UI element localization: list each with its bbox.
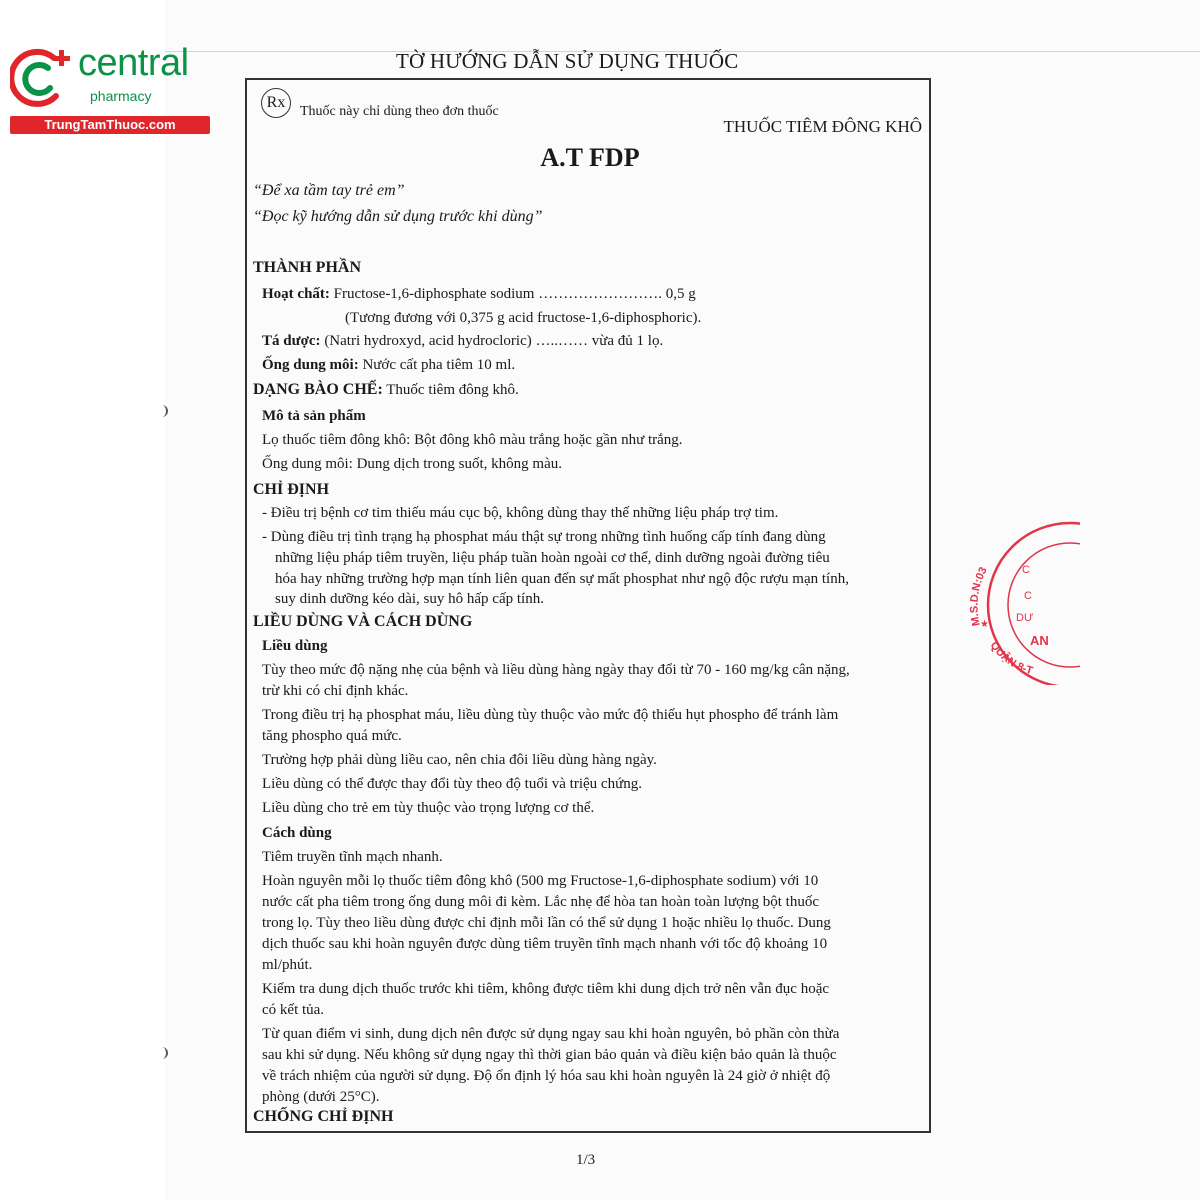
logo-website[interactable]: TrungTamThuoc.com	[10, 116, 210, 134]
excipient-label: Tá dược:	[262, 333, 321, 349]
dose-paragraph-3: Trường hợp phải dùng liều cao, nên chia đôi liều dùng hàng ngày.	[262, 752, 657, 768]
logo-subtitle: pharmacy	[90, 88, 152, 104]
dose-paragraph-2: Trong điều trị hạ phosphat máu, liều dùng tùy thuộc vào mức độ thiếu hụt phospho để tránh làm	[262, 707, 839, 723]
administration-paragraph-2: trong lọ. Tùy theo liều dùng được chỉ định mỗi lần có thể sử dụng 1 hoặc nhiều lọ thuốc. Dung	[262, 915, 831, 931]
stamp-bottom-text: QUẬN 8-T	[987, 639, 1035, 678]
dose-paragraph-2: tăng phospho quá mức.	[262, 728, 402, 744]
dose-paragraph-5: Liều dùng cho trẻ em tùy thuộc vào trọng lượng cơ thể.	[262, 800, 595, 816]
administration-paragraph-4: về trách nhiệm của người sử dụng. Độ ổn định lý hóa sau khi hoàn nguyên là 24 giờ ở nhiệt độ	[262, 1068, 831, 1084]
administration-subheading: Cách dùng	[262, 825, 332, 841]
administration-paragraph-3: có kết tủa.	[262, 1002, 325, 1018]
stamp-star-icon: ★	[980, 619, 989, 630]
solvent-label: Ống dung môi:	[262, 357, 359, 373]
document-title: TỜ HƯỚNG DẪN SỬ DỤNG THUỐC	[396, 49, 739, 73]
stamp-inner-text: C	[1024, 590, 1032, 602]
dose-paragraph-1: trừ khi có chỉ định khác.	[262, 683, 409, 699]
excipient	[262, 333, 663, 350]
active-ingredient	[262, 286, 696, 303]
product-description-heading: Mô tả sản phẩm	[262, 408, 366, 424]
administration-paragraph-2: Hoàn nguyên mỗi lọ thuốc tiêm đông khô (500 mg Fructose-1,6-diphosphate sodium) với 10	[262, 873, 819, 889]
rx-note: Thuốc này chỉ dùng theo đơn thuốc	[300, 104, 499, 119]
solvent	[262, 357, 515, 374]
stamp-inner-text: DƯ	[1016, 612, 1034, 624]
active-label: Hoạt chất:	[262, 286, 330, 302]
excipient-text: (Natri hydroxyd, acid hydrocloric) …..…… vừa đủ 1 lọ.	[324, 333, 664, 349]
warning-children: “Để xa tầm tay trẻ em”	[253, 182, 405, 199]
drug-name: A.T FDP	[540, 143, 640, 172]
administration-paragraph-2: dịch thuốc sau khi hoàn nguyên được dùng tiêm truyền tĩnh mạch nhanh với tốc độ khoảng 10	[262, 936, 828, 952]
stamp-rim-text: M.S.D.N:03	[968, 565, 990, 627]
active-text: Fructose-1,6-diphosphate sodium ……………………. 0,5 g	[333, 286, 696, 302]
rx-icon: Rx	[261, 88, 291, 118]
indication-item-2-line: - Dùng điều trị tình trạng hạ phosphat máu thật sự trong những tình huống cấp tính đang dùng	[262, 529, 826, 545]
dosage-form-heading: DẠNG BÀO CHẾ:	[253, 381, 383, 398]
indication-item-2-line: suy dinh dưỡng kéo dài, suy hô hấp cấp tính.	[275, 591, 544, 607]
contraindications-heading: CHỐNG CHỈ ĐỊNH	[253, 1108, 394, 1125]
solvent-text: Nước cất pha tiêm 10 ml.	[362, 357, 516, 373]
description-solvent: Ống dung môi: Dung dịch trong suốt, không màu.	[262, 456, 562, 472]
indications-heading: CHỈ ĐỊNH	[253, 481, 330, 498]
dose-paragraph-1: Tùy theo mức độ nặng nhẹ của bệnh và liều dùng hàng ngày thay đổi từ 70 - 160 mg/kg cân nặng,	[262, 662, 850, 678]
dosage-form-label: THUỐC TIÊM ĐÔNG KHÔ	[723, 117, 922, 136]
logo-brand: central	[78, 42, 189, 84]
administration-paragraph-4: sau khi sử dụng. Nếu không sử dụng ngay thì thời gian bảo quản và điều kiện bảo quản là thuộc	[262, 1047, 837, 1063]
company-seal-stamp	[960, 515, 1080, 685]
administration-paragraph-4: Từ quan điểm vi sinh, dung dịch nên được sử dụng ngay sau khi hoàn nguyên, bỏ phần còn thừa	[262, 1026, 840, 1042]
dosage-heading: LIỀU DÙNG VÀ CÁCH DÙNG	[253, 613, 473, 630]
dosage-form-section	[253, 381, 519, 399]
page-number: 1/3	[576, 1152, 596, 1168]
administration-paragraph-4: phòng (dưới 25°C).	[262, 1089, 380, 1105]
svg-text:M.S.D.N:03	[968, 565, 989, 627]
description-vial: Lọ thuốc tiêm đông khô: Bột đông khô màu trắng hoặc gần như trắng.	[262, 432, 683, 448]
indication-item-1: - Điều trị bệnh cơ tim thiếu máu cục bộ, không dùng thay thế những liệu pháp trợ tim.	[262, 505, 779, 521]
svg-text:QUẬN 8-T	[987, 640, 1034, 678]
dose-paragraph-4: Liều dùng có thể được thay đổi tùy theo độ tuổi và triệu chứng.	[262, 776, 642, 792]
administration-paragraph-1: Tiêm truyền tĩnh mạch nhanh.	[262, 849, 443, 865]
administration-paragraph-2: nước cất pha tiêm trong ống dung môi đi kèm. Lắc nhẹ để hòa tan hoàn toàn lượng bột thuốc	[262, 894, 819, 910]
pharmacy-cross-icon	[10, 38, 80, 114]
stamp-inner-text: C	[1022, 564, 1030, 576]
indication-item-2-line: hóa hay những trường hợp mạn tính liên quan đến sự mất phosphat như ngộ độc rượu mạn tính,	[275, 571, 849, 587]
administration-paragraph-3: Kiểm tra dung dịch thuốc trước khi tiêm, không được tiêm khi dung dịch trở nên vẫn đục hoặc	[262, 981, 830, 997]
dose-subheading: Liều dùng	[262, 638, 328, 654]
composition-heading: THÀNH PHẦN	[253, 259, 361, 276]
active-equivalent: (Tương đương với 0,375 g acid fructose-1,6-diphosphoric).	[345, 310, 702, 326]
warning-read-instructions: “Đọc kỹ hướng dẫn sử dụng trước khi dùng”	[253, 208, 543, 225]
administration-paragraph-2: ml/phút.	[262, 957, 313, 973]
indication-item-2-line: những liệu pháp tiêm truyền, liệu pháp tuần hoàn ngoài cơ thể, dinh dưỡng ngoài đường tiêu	[275, 550, 830, 566]
stamp-inner-text: AN	[1030, 633, 1049, 648]
dosage-form-text: Thuốc tiêm đông khô.	[386, 382, 519, 398]
